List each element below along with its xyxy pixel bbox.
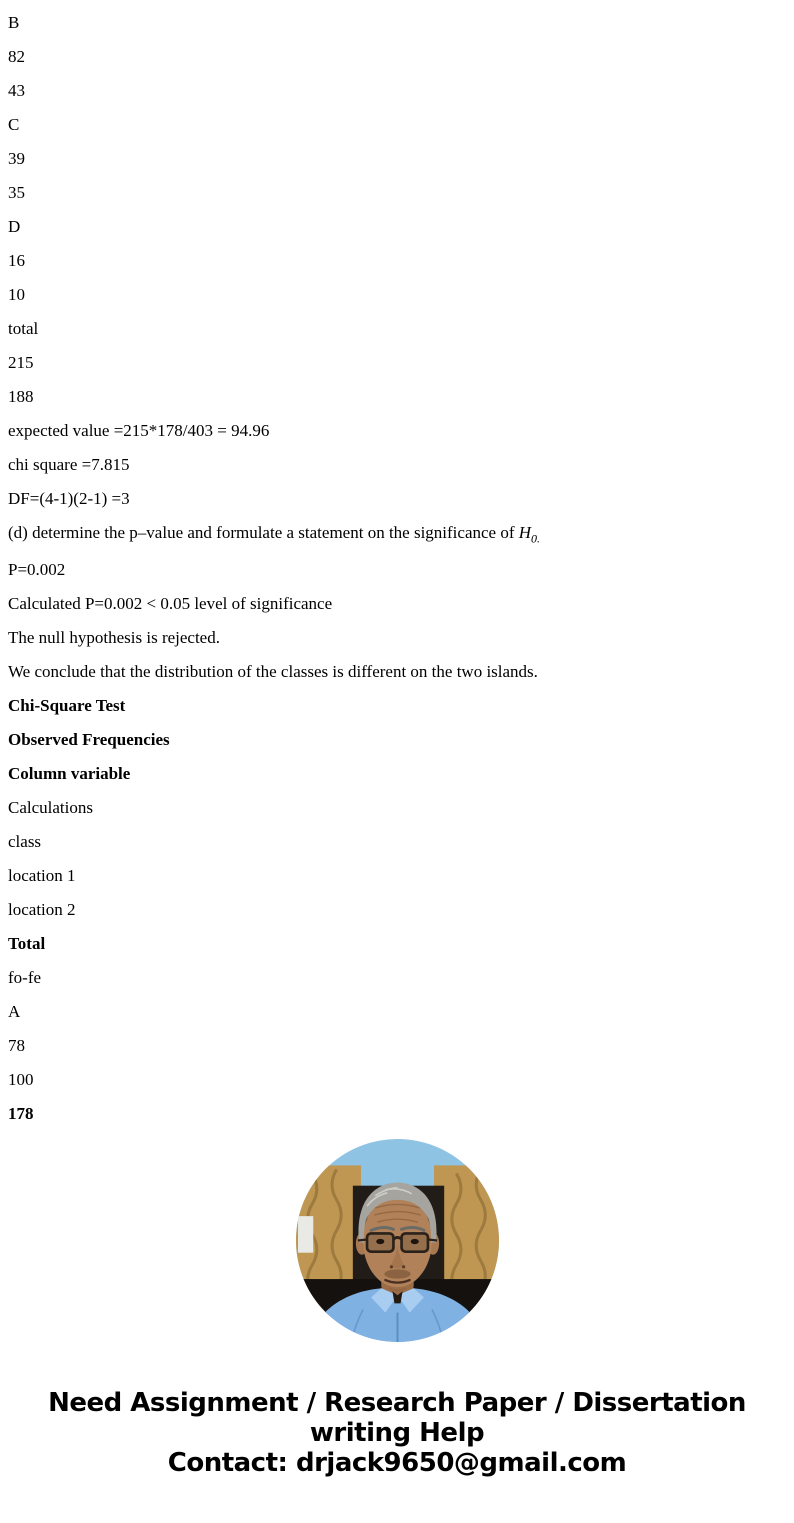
column-variable-heading: Column variable [8, 764, 131, 783]
total-value-line: 178 [8, 1104, 34, 1123]
promo-footer [0, 1388, 794, 1506]
doc-paragraph: B [8, 13, 20, 32]
doc-paragraph: D [8, 217, 21, 236]
doc-paragraph: total [8, 319, 39, 338]
avatar [296, 1139, 499, 1342]
doc-paragraph: 16 [8, 251, 25, 270]
avatar-eye-right [410, 1239, 418, 1244]
avatar-nostril-right [401, 1265, 404, 1268]
doc-paragraph: 35 [8, 183, 25, 202]
doc-paragraph: 43 [8, 81, 25, 100]
doc-paragraph: 82 [8, 47, 25, 66]
doc-paragraph: Calculations [8, 798, 93, 817]
observed-frequencies-heading: Observed Frequencies [8, 730, 170, 749]
doc-paragraph: 188 [8, 387, 34, 406]
doc-paragraph: 100 [8, 1070, 34, 1089]
avatar-nostril-left [389, 1265, 392, 1268]
doc-paragraph: The null hypothesis is rejected. [8, 628, 220, 647]
doc-paragraph: location 2 [8, 900, 76, 919]
doc-paragraph: 39 [8, 149, 25, 168]
hypothesis-symbol: H [518, 523, 532, 542]
doc-paragraph: A [8, 1002, 21, 1021]
total-heading: Total [8, 934, 46, 953]
degrees-of-freedom-line: DF=(4-1)(2-1) =3 [8, 489, 130, 508]
significance-statement [8, 523, 784, 546]
doc-paragraph: class [8, 832, 42, 851]
conclusion-line: We conclude that the distribution of the classes is different on the two islands. [8, 662, 538, 681]
doc-paragraph: fo-fe [8, 968, 42, 987]
chi-square-value-line: chi square =7.815 [8, 455, 130, 474]
hypothesis-subscript: 0. [531, 531, 541, 546]
avatar-window-frame [298, 1216, 313, 1253]
doc-paragraph: Calculated P=0.002 < 0.05 level of significance [8, 594, 333, 613]
chi-square-test-heading: Chi-Square Test [8, 696, 126, 715]
profile-photo [0, 1139, 794, 1342]
doc-paragraph: 215 [8, 353, 34, 372]
avatar-mustache-shadow [384, 1269, 410, 1278]
doc-paragraph: 10 [8, 285, 25, 304]
significance-prefix: (d) determine the p–value and formulate a statement on the significance of [8, 523, 519, 542]
doc-paragraph: location 1 [8, 866, 76, 885]
doc-paragraph: C [8, 115, 20, 134]
doc-paragraph: 78 [8, 1036, 25, 1055]
p-value-line: P=0.002 [8, 560, 66, 579]
footer-heading-line1: Need Assignment / Research Paper / Dissertation [48, 1388, 746, 1418]
expected-value-line: expected value =215*178/403 = 94.96 [8, 421, 270, 440]
avatar-eye-left [376, 1239, 384, 1244]
footer-heading-line2: writing Help [309, 1418, 485, 1448]
contact-email-line: Contact: drjack9650@gmail.com [167, 1448, 627, 1478]
